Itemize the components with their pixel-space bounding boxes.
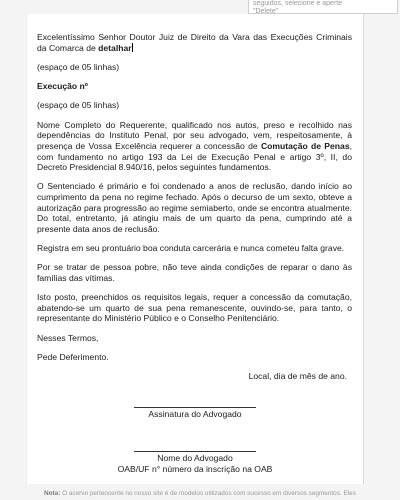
comarca-placeholder[interactable]: detalhar	[98, 42, 132, 53]
name-line	[134, 451, 256, 452]
lawyer-oab: OAB/UF n° número da inscrição na OAB	[117, 463, 273, 474]
closing-terms: Nesses Termos,	[37, 332, 99, 343]
instruction-note	[248, 0, 398, 14]
execution-number-label: Execução nº	[37, 81, 88, 92]
instruction-note-line-1: seguidos, selecione e aperte	[253, 0, 343, 7]
footer-note	[44, 489, 400, 500]
footer-note-text: O acervo pertencente no nosso site é de modelos utilizados com sucesso em diversos segmentos. Eles	[62, 490, 356, 497]
signature-caption: Assinatura do Advogado	[148, 409, 242, 419]
lawyer-name: Nome do Advogado	[157, 453, 233, 463]
spacing-note-2: (espaço de 05 linhas)	[37, 100, 120, 111]
sentenced-paragraph: O Sentenciado é primário e foi condenado a anos de reclusão, dando início ao cumprimento da pena no regime fechado. Após o decurso de um sexto, obteve a autorização para progressão ao regime semiaberto, onde se encontra atualmente. Do total, entretanto, já atingiu mais de um quarto da pena, cumprindo até a presente data anos de reclusão.	[37, 181, 352, 234]
signature-line	[134, 407, 256, 408]
intro-paragraph	[37, 120, 352, 173]
execution-number	[37, 81, 352, 92]
closing-request: Pede Deferimento.	[37, 351, 109, 362]
footer-note-label: Nota:	[44, 490, 61, 497]
intro-text-start: Nome Completo do Requerente, qualificado nos autos, preso e recolhido nas dependências do Instituto Penal, por seu advogado, vem, respeitosamente, à presença de Vossa Excelência requerer a concessão de	[37, 119, 352, 151]
poor-paragraph: Por se tratar de pessoa pobre, não teve ainda condições de reparar o dano às famílias das vítimas.	[37, 262, 352, 283]
request-paragraph: Isto posto, preenchidos os requisitos legais, requer a concessão da comutação, abatendo-se um quarto de sua pena remanescente, ouvindo-se, para tanto, o representante do Ministério Público e o Conselho Penitenciário.	[37, 292, 352, 324]
document-page	[26, 14, 364, 484]
instruction-note-line-2: "Delete"	[253, 8, 279, 14]
place-date: Local, dia de mês de ano.	[248, 371, 347, 382]
intro-text-end: , com fundamento no artigo 193 da Lei de Execução Penal e artigo 3º, II, do Decreto Presidencial 8.940/16, pelos seguintes fundamentos.	[37, 140, 353, 173]
lawyer-identification-block	[27, 451, 363, 474]
lawyer-signature-block	[27, 407, 363, 420]
text-cursor	[132, 43, 133, 52]
record-paragraph: Registra em seu prontuário boa conduta carcerária e nunca cometeu falta grave.	[37, 243, 345, 254]
document-body	[37, 32, 352, 391]
intro-text-bold: Comutação de Penas	[260, 140, 350, 151]
spacing-note-1: (espaço de 05 linhas)	[37, 61, 120, 72]
salutation	[37, 32, 352, 53]
salutation-text: Excelentíssimo Senhor Doutor Juiz de Direito da Vara das Execuções Criminais da Comarca de	[37, 32, 352, 53]
